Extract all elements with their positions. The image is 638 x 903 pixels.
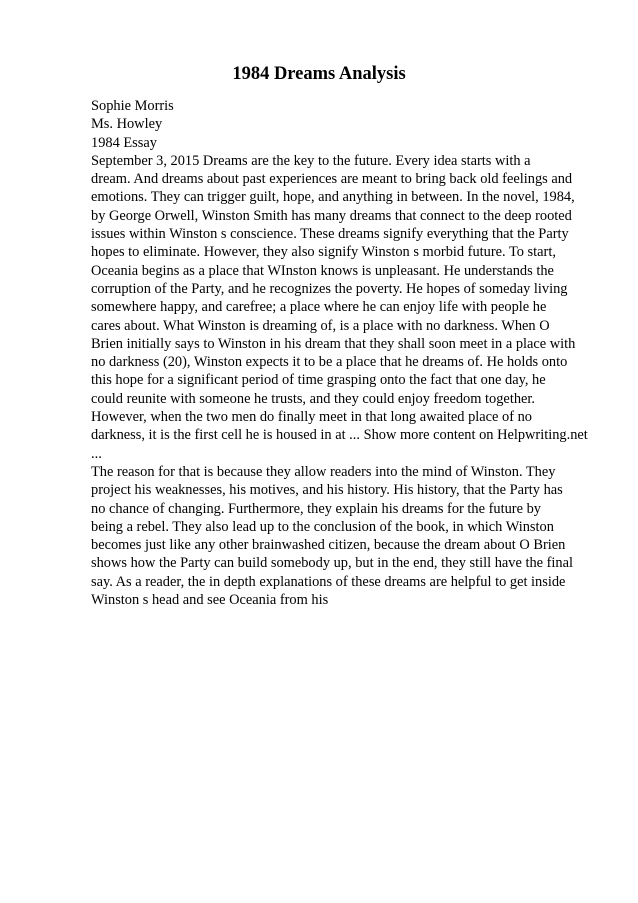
text-line: cares about. What Winston is dreaming of, is a place with no darkness. When O [91, 317, 550, 334]
text-line: no chance of changing. Furthermore, they explain his dreams for the future by [91, 500, 541, 517]
text-line: hopes to eliminate. However, they also signify Winston s morbid future. To start, [91, 244, 556, 261]
teacher-line: Ms. Howley [91, 116, 163, 133]
text-line: becomes just like any other brainwashed citizen, because the dream about O Brien [91, 537, 566, 554]
text-line: Oceania begins as a place that WInston knows is unpleasant. He understands the [91, 262, 554, 279]
text-line: Brien initially says to Winston in his dream that they shall soon meet in a place with [91, 335, 576, 352]
text-line: darkness, it is the first cell he is housed in at ... Show more content on Helpwriting.net [91, 427, 588, 444]
text-line: being a rebel. They also lead up to the conclusion of the book, in which Winston [91, 518, 554, 535]
text-line: project his weaknesses, his motives, and his history. His history, that the Party has [91, 482, 563, 499]
author-line: Sophie Morris [91, 98, 174, 114]
text-line: However, when the two men do finally meet in that long awaited place of no [91, 409, 533, 426]
text-line: no darkness (20), Winston expects it to be a place that he dreams of. He holds onto [91, 354, 568, 371]
text-line: this hope for a significant period of time grasping onto the fact that one day, he [91, 372, 546, 389]
document-body [91, 97, 588, 609]
text-line: somewhere happy, and carefree; a place where he can enjoy life with people he [91, 299, 547, 316]
text-line: Winston s head and see Oceania from his [91, 592, 329, 609]
text-line: emotions. They can trigger guilt, hope, and anything in between. In the novel, 1984, [91, 189, 575, 206]
text-line: shows how the Party can build somebody up, but in the end, they still have the final [91, 555, 574, 572]
text-line: corruption of the Party, and he recognizes the poverty. He hopes of someday living [91, 280, 568, 297]
text-line: say. As a reader, the in depth explanations of these dreams are helpful to get inside [91, 573, 566, 590]
text-line: by George Orwell, Winston Smith has many dreams that connect to the deep rooted [91, 207, 572, 224]
text-line: The reason for that is because they allow readers into the mind of Winston. They [91, 463, 556, 480]
text-line: September 3, 2015 Dreams are the key to the future. Every idea starts with a [91, 152, 531, 169]
ellipsis-line: ... [91, 445, 102, 462]
document-title: 1984 Dreams Analysis [232, 64, 406, 84]
text-line: issues within Winston s conscience. These dreams signify everything that the Party [91, 226, 569, 243]
text-line: could reunite with someone he trusts, and they could enjoy freedom together. [91, 390, 535, 407]
text-line: dream. And dreams about past experiences are meant to bring back old feelings and [91, 171, 573, 188]
course-line: 1984 Essay [91, 134, 157, 151]
